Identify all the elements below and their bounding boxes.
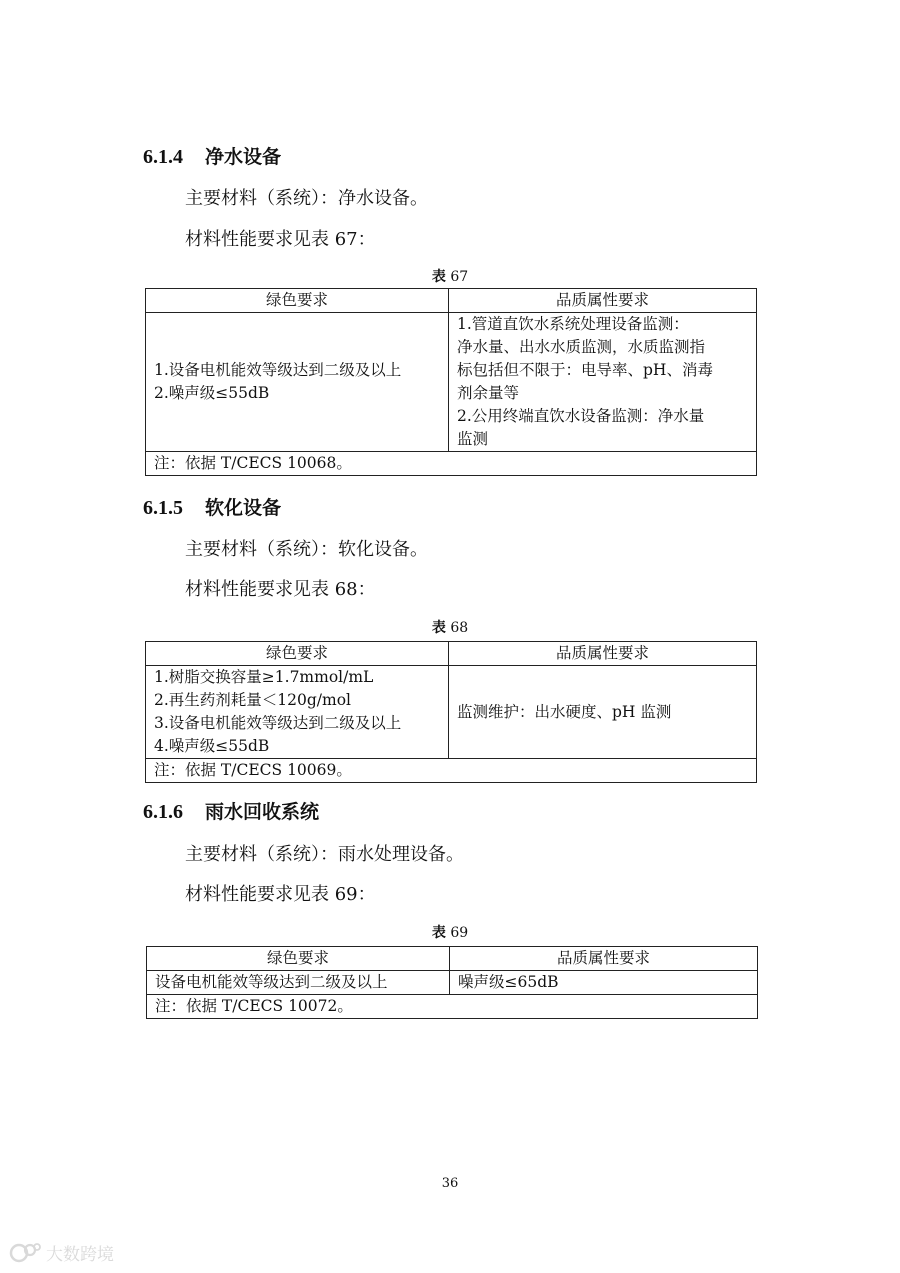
table-note: 注：依据 T/CECS 10069。 — [146, 759, 757, 783]
green-requirement-cell — [146, 313, 449, 452]
material-line: 主要材料（系统）：软化设备。 — [185, 539, 428, 560]
table-caption — [0, 619, 900, 637]
requirement-line: 监测 — [457, 430, 489, 448]
caption-label: 表 — [431, 925, 446, 941]
table-note: 注：依据 T/CECS 10068。 — [146, 452, 757, 476]
requirement-line: 1.管道直饮水系统处理设备监测： — [457, 315, 689, 333]
section-number: 6.1.6 — [143, 801, 183, 823]
watermark — [8, 1240, 114, 1265]
watermark-text: 大数跨境 — [46, 1245, 114, 1265]
section-title: 软化设备 — [205, 497, 282, 519]
requirement-line: 3.设备电机能效等级达到二级及以上 — [154, 714, 402, 732]
section-heading-6-1-5 — [143, 496, 281, 520]
watermark-logo-icon — [8, 1242, 42, 1264]
requirement-line: 监测维护：出水硬度、pH 监测 — [457, 702, 672, 721]
header-quality-requirement: 品质属性要求 — [449, 289, 757, 313]
table-note: 注：依据 T/CECS 10072。 — [147, 995, 758, 1019]
requirement-line: 2.公用终端直饮水设备监测：净水量 — [457, 407, 705, 425]
reference-line: 材料性能要求见表 67： — [185, 229, 376, 250]
section-title: 雨水回收系统 — [205, 801, 320, 823]
section-number: 6.1.5 — [143, 497, 183, 519]
table-67 — [145, 288, 757, 476]
material-line: 主要材料（系统）：净水设备。 — [185, 188, 428, 209]
page-number: 36 — [441, 1176, 459, 1191]
quality-requirement-cell — [449, 666, 757, 759]
section-number: 6.1.4 — [143, 146, 183, 168]
green-requirement-cell — [147, 971, 450, 995]
requirement-line: 设备电机能效等级达到二级及以上 — [155, 973, 388, 991]
reference-line: 材料性能要求见表 69： — [185, 884, 376, 905]
requirement-line: 2.噪声级≤55dB — [154, 384, 270, 402]
requirement-line: 4.噪声级≤55dB — [154, 737, 270, 755]
caption-number: 67 — [450, 269, 469, 285]
caption-number: 68 — [450, 620, 469, 636]
requirement-line: 剂余量等 — [457, 384, 520, 402]
header-green-requirement: 绿色要求 — [147, 947, 450, 971]
quality-requirement-cell — [449, 313, 757, 452]
green-requirement-cell — [146, 666, 449, 759]
header-quality-requirement: 品质属性要求 — [449, 642, 757, 666]
section-title: 净水设备 — [205, 146, 282, 168]
header-quality-requirement: 品质属性要求 — [450, 947, 758, 971]
reference-line: 材料性能要求见表 68： — [185, 579, 376, 600]
requirement-line: 1.树脂交换容量≥1.7mmol/mL — [154, 668, 374, 686]
caption-label: 表 — [431, 620, 446, 636]
material-line: 主要材料（系统）：雨水处理设备。 — [185, 844, 464, 865]
section-heading-6-1-6 — [143, 800, 319, 824]
table-69 — [146, 946, 758, 1019]
requirement-line: 噪声级≤65dB — [458, 973, 559, 991]
section-heading-6-1-4 — [143, 145, 281, 169]
header-green-requirement: 绿色要求 — [146, 289, 449, 313]
header-green-requirement: 绿色要求 — [146, 642, 449, 666]
requirement-line: 标包括但不限于：电导率、pH、消毒 — [457, 361, 713, 379]
requirement-line: 1.设备电机能效等级达到二级及以上 — [154, 361, 402, 379]
table-caption — [0, 268, 900, 286]
table-68 — [145, 641, 757, 783]
requirement-line: 净水量、出水水质监测，水质监测指 — [457, 338, 706, 356]
caption-number: 69 — [450, 925, 469, 941]
table-caption — [0, 924, 900, 942]
requirement-line: 2.再生药剂耗量＜120g/mol — [154, 691, 352, 709]
quality-requirement-cell — [450, 971, 758, 995]
caption-label: 表 — [431, 269, 446, 285]
